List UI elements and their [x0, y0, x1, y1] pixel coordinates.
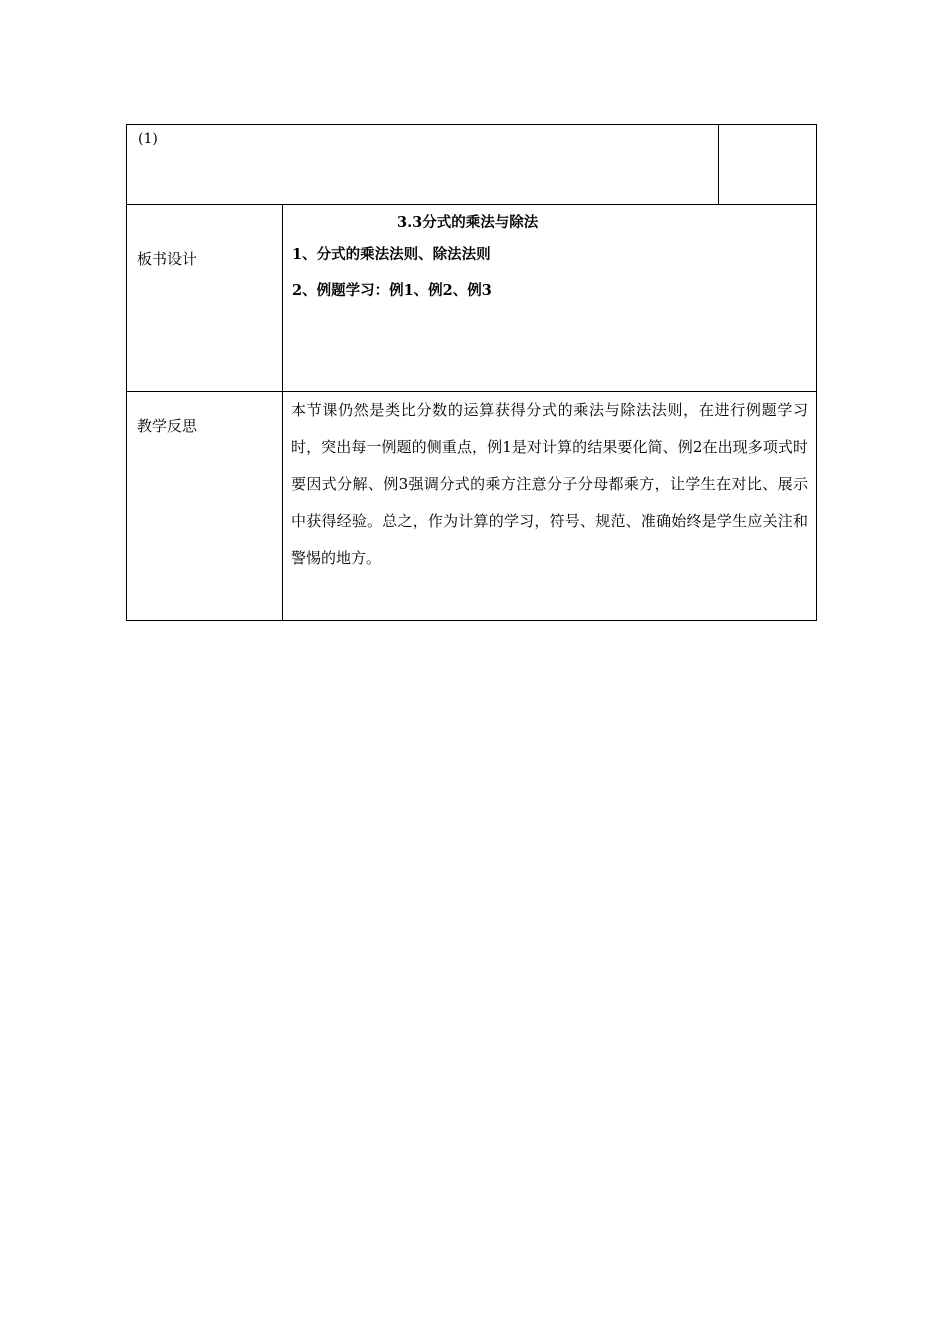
board-design-label-cell [127, 205, 283, 392]
board-design-content-cell [283, 205, 817, 392]
board-design-title: 3.3分式的乘法与除法 [397, 214, 539, 231]
board-design-label: 板书设计 [137, 250, 198, 268]
reflection-content-cell [283, 392, 817, 621]
table-row-reflection [127, 392, 817, 621]
board-design-line-2: 2、例题学习：例1、例2、例3 [292, 282, 492, 299]
reflection-label: 教学反思 [137, 417, 198, 435]
top-row-label: (1) [138, 131, 158, 147]
top-row-right-cell [719, 125, 817, 205]
table-row-board-design [127, 205, 817, 392]
table-row-top [127, 125, 817, 205]
board-design-line-1: 1、分式的乘法法则、除法法则 [292, 246, 491, 263]
lesson-table [126, 124, 817, 621]
reflection-label-cell [127, 392, 283, 621]
top-row-cell [127, 125, 719, 205]
reflection-text: 本节课仍然是类比分数的运算获得分式的乘法与除法法则，在进行例题学习时，突出每一例题的侧重点，例1是对计算的结果要化简、例2在出现多项式时要因式分解、例3强调分式的乘方注意分子分母都乘方，让学生在对比、展示中获得经验。总之，作为计算的学习，符号、规范、准确始终是学生应关注和警惕的地方。 [291, 401, 808, 567]
